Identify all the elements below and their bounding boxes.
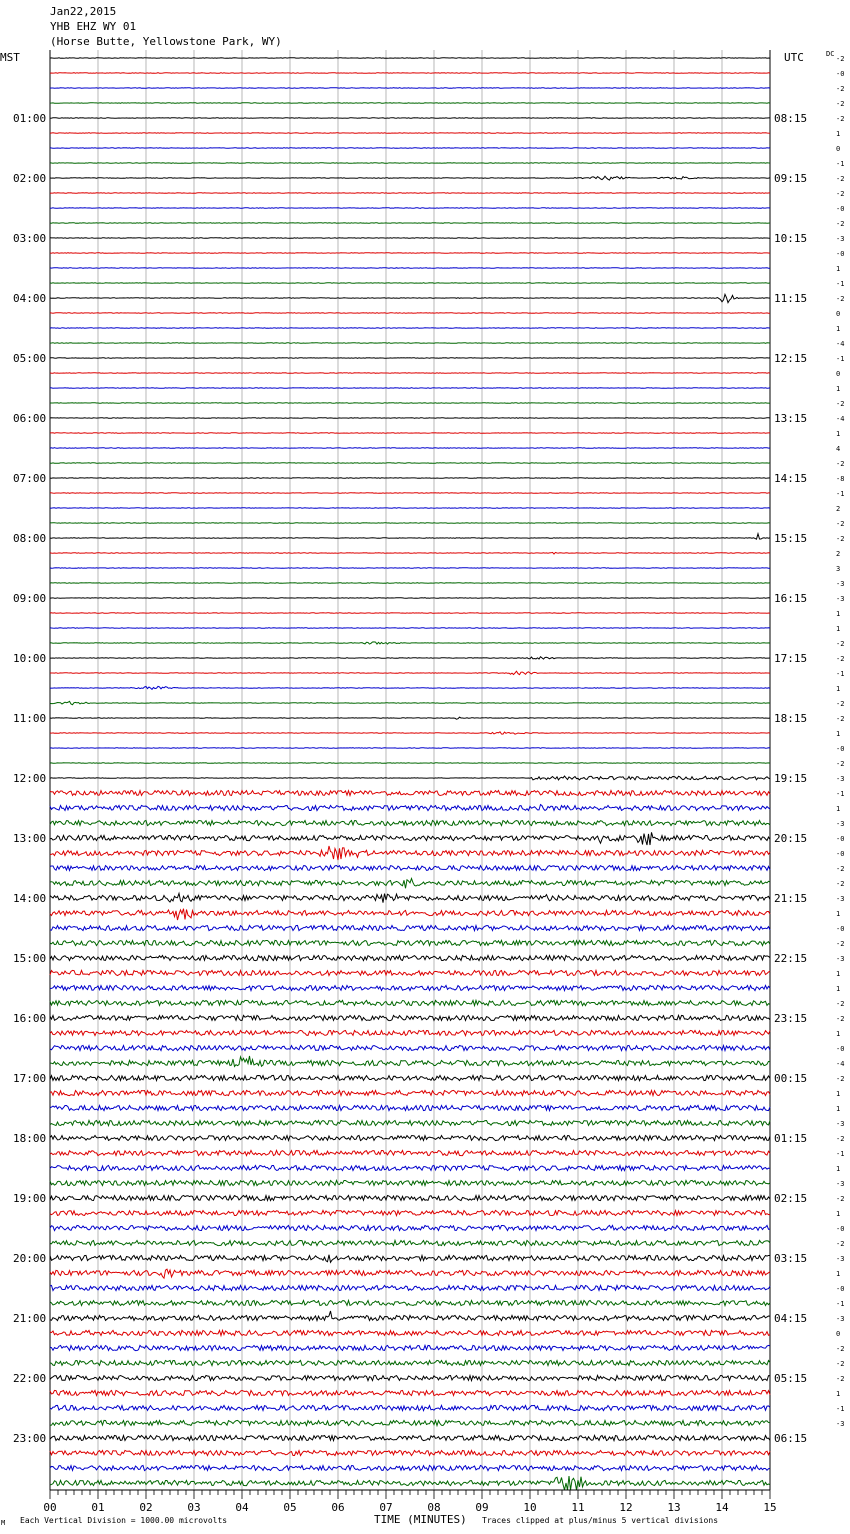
trace-15 [50,283,770,284]
trace-13 [50,253,770,254]
dc-offset-66: -0 [836,1045,845,1053]
mst-hour-label: 07:00 [13,472,47,485]
dc-offset-18: 1 [836,325,841,333]
dc-offset-55: -2 [836,880,845,888]
dc-offset-16: -2 [836,295,845,303]
trace-28 [50,478,770,479]
trace-81 [50,1269,770,1278]
utc-hour-label: 19:15 [774,772,808,785]
x-tick-label: 11 [571,1501,585,1514]
trace-21 [50,373,770,374]
trace-65 [50,1030,770,1035]
trace-84 [50,1311,770,1321]
dc-offset-4: -2 [836,115,845,123]
utc-hour-label: 10:15 [774,232,808,245]
trace-32 [50,534,770,539]
x-tick-label: 02 [139,1501,153,1514]
dc-offset-7: -1 [836,160,845,168]
trace-2 [50,88,770,89]
trace-58 [50,925,770,930]
x-tick-label: 06 [331,1501,345,1514]
trace-79 [50,1240,770,1245]
trace-77 [50,1210,770,1215]
dc-offset-49: -1 [836,790,845,798]
utc-hour-label: 01:15 [774,1132,808,1145]
dc-offset-61: 1 [836,970,841,978]
utc-hour-label: 13:15 [774,412,808,425]
dc-offset-14: 1 [836,265,841,273]
trace-11 [50,223,770,224]
dc-offset-39: -2 [836,640,845,648]
dc-offset-27: -2 [836,460,845,468]
dc-offset-20: -1 [836,355,845,363]
trace-6 [50,148,770,149]
trace-36 [50,598,770,599]
x-tick-label: 01 [91,1501,105,1514]
dc-label: DC [826,50,835,58]
trace-68 [50,1075,770,1080]
trace-74 [50,1165,770,1170]
utc-hour-label: 12:15 [774,352,808,365]
dc-offset-75: -3 [836,1180,845,1188]
dc-offset-69: 1 [836,1090,841,1098]
trace-42 [50,686,770,689]
dc-offset-12: -3 [836,235,845,243]
trace-24 [50,418,770,419]
dc-offset-33: 2 [836,550,841,558]
utc-hour-label: 04:15 [774,1312,808,1325]
dc-offset-40: -2 [836,655,845,663]
mst-hour-label: 21:00 [13,1312,47,1325]
trace-70 [50,1105,770,1110]
mst-hour-label: 22:00 [13,1372,47,1385]
trace-78 [50,1225,770,1230]
mst-hour-label: 16:00 [13,1012,47,1025]
dc-offset-67: -4 [836,1060,845,1068]
trace-53 [50,846,770,860]
x-tick-label: 08 [427,1501,441,1514]
station-location: (Horse Butte, Yellowstone Park, WY) [50,35,282,48]
trace-93 [50,1450,770,1455]
mst-hour-label: 05:00 [13,352,47,365]
dc-offset-26: 4 [836,445,841,453]
mst-hour-label: 20:00 [13,1252,47,1265]
trace-26 [50,448,770,449]
x-tick-label: 14 [715,1501,729,1514]
utc-hour-label: 02:15 [774,1192,808,1205]
trace-27 [50,463,770,464]
station-code: YHB EHZ WY 01 [50,20,137,33]
dc-offset-51: -3 [836,820,845,828]
dc-offset-41: -1 [836,670,845,678]
trace-66 [50,1045,770,1050]
trace-7 [50,163,770,164]
dc-offset-29: -1 [836,490,845,498]
mst-hour-label: 13:00 [13,832,47,845]
dc-offset-58: -0 [836,925,845,933]
dc-offset-83: -1 [836,1300,845,1308]
dc-offset-10: -0 [836,205,845,213]
utc-hour-label: 11:15 [774,292,808,305]
utc-hour-label: 14:15 [774,472,808,485]
dc-offset-60: -3 [836,955,845,963]
utc-hour-label: 08:15 [774,112,808,125]
dc-offset-21: 0 [836,370,841,378]
dc-offset-17: 0 [836,310,841,318]
trace-57 [50,909,770,920]
trace-12 [50,238,770,239]
dc-offset-36: -3 [836,595,845,603]
trace-59 [50,940,770,945]
x-tick-label: 07 [379,1501,393,1514]
dc-offset-70: 1 [836,1105,841,1113]
trace-86 [50,1345,770,1350]
mst-hour-label: 03:00 [13,232,47,245]
dc-offset-30: 2 [836,505,841,513]
dc-offset-91: -3 [836,1420,845,1428]
trace-75 [50,1180,770,1185]
dc-offset-15: -1 [836,280,845,288]
dc-offset-19: -4 [836,340,845,348]
mst-hour-label: 01:00 [13,112,47,125]
dc-offset-46: -0 [836,745,845,753]
trace-87 [50,1360,770,1365]
dc-offset-57: 1 [836,910,841,918]
dc-offset-62: 1 [836,985,841,993]
dc-offset-72: -2 [836,1135,845,1143]
trace-4 [50,118,770,119]
trace-52 [50,832,770,845]
trace-62 [50,985,770,990]
utc-hour-label: 17:15 [774,652,808,665]
dc-offset-48: -3 [836,775,845,783]
trace-40 [50,657,770,659]
trace-76 [50,1195,770,1200]
utc-hour-label: 16:15 [774,592,808,605]
trace-35 [50,583,770,584]
trace-20 [50,358,770,359]
trace-25 [50,433,770,434]
trace-10 [50,208,770,209]
dc-offset-87: -2 [836,1360,845,1368]
mst-hour-label: 23:00 [13,1432,47,1445]
dc-offset-34: 3 [836,565,841,573]
dc-offset-54: -2 [836,865,845,873]
trace-50 [50,805,770,811]
trace-18 [50,328,770,329]
dc-offset-47: -2 [836,760,845,768]
trace-34 [50,568,770,569]
trace-63 [50,1000,770,1005]
trace-3 [50,103,770,104]
trace-19 [50,343,770,344]
trace-49 [50,791,770,796]
trace-0 [50,58,770,59]
mst-hour-label: 19:00 [13,1192,47,1205]
dc-offset-82: -0 [836,1285,845,1293]
trace-23 [50,403,770,404]
dc-offset-50: 1 [836,805,841,813]
dc-offset-53: -0 [836,850,845,858]
trace-45 [50,732,770,734]
mst-hour-label: 02:00 [13,172,47,185]
dc-offset-25: 1 [836,430,841,438]
trace-8 [50,176,770,180]
trace-64 [50,1015,770,1020]
dc-offset-77: 1 [836,1210,841,1218]
x-tick-label: 12 [619,1501,633,1514]
trace-55 [50,879,770,889]
trace-82 [50,1285,770,1290]
trace-51 [50,820,770,825]
dc-offset-43: -2 [836,700,845,708]
mst-hour-label: 14:00 [13,892,47,905]
mst-hour-label: 17:00 [13,1072,47,1085]
dc-offset-9: -2 [836,190,845,198]
utc-hour-label: 21:15 [774,892,808,905]
dc-offset-85: 0 [836,1330,841,1338]
trace-14 [50,268,770,269]
dc-offset-32: -2 [836,535,845,543]
trace-31 [50,523,770,524]
x-tick-label: 10 [523,1501,537,1514]
dc-offset-44: -2 [836,715,845,723]
dc-offset-90: -1 [836,1405,845,1413]
mst-hour-label: 08:00 [13,532,47,545]
trace-30 [50,508,770,509]
dc-offset-8: -2 [836,175,845,183]
x-tick-label: 00 [43,1501,57,1514]
dc-offset-59: -2 [836,940,845,948]
trace-90 [50,1405,770,1410]
trace-95 [50,1476,770,1490]
trace-41 [50,671,770,674]
dc-offset-24: -4 [836,415,845,423]
dc-offset-45: 1 [836,730,841,738]
dc-offset-73: -1 [836,1150,845,1158]
x-tick-label: 03 [187,1501,201,1514]
trace-89 [50,1390,770,1395]
trace-56 [50,893,770,902]
dc-offset-71: -3 [836,1120,845,1128]
trace-17 [50,313,770,314]
x-tick-label: 15 [763,1501,777,1514]
dc-offset-64: -2 [836,1015,845,1023]
x-axis-title: TIME (MINUTES) [374,1513,467,1526]
trace-88 [50,1375,770,1380]
dc-offset-63: -2 [836,1000,845,1008]
dc-offset-78: -0 [836,1225,845,1233]
dc-offset-84: -3 [836,1315,845,1323]
dc-offset-86: -2 [836,1345,845,1353]
dc-offset-65: 1 [836,1030,841,1038]
utc-hour-label: 05:15 [774,1372,808,1385]
utc-hour-label: 06:15 [774,1432,808,1445]
trace-39 [50,642,770,644]
dc-offset-5: 1 [836,130,841,138]
dc-offset-81: 1 [836,1270,841,1278]
dc-offset-76: -2 [836,1195,845,1203]
mst-axis-label: MST [0,51,20,64]
trace-44 [50,717,770,719]
trace-33 [50,552,770,554]
trace-61 [50,970,770,975]
dc-offset-88: -2 [836,1375,845,1383]
dc-offset-37: 1 [836,610,841,618]
mst-hour-label: 15:00 [13,952,47,965]
plot-date: Jan22,2015 [50,5,117,18]
dc-offset-3: -2 [836,100,845,108]
mst-hour-label: 06:00 [13,412,47,425]
dc-offset-2: -2 [836,85,845,93]
trace-80 [50,1255,770,1263]
dc-offset-80: -3 [836,1255,845,1263]
x-tick-label: 13 [667,1501,681,1514]
dc-offset-35: -3 [836,580,845,588]
dc-offset-74: 1 [836,1165,841,1173]
trace-9 [50,193,770,194]
dc-offset-0: -2 [836,55,845,63]
trace-29 [50,493,770,494]
trace-1 [50,73,770,74]
dc-offset-23: -2 [836,400,845,408]
mst-hour-label: 11:00 [13,712,47,725]
mst-hour-label: 18:00 [13,1132,47,1145]
dc-offset-68: -2 [836,1075,845,1083]
mst-hour-label: 10:00 [13,652,47,665]
utc-hour-label: 20:15 [774,832,808,845]
mst-hour-label: 12:00 [13,772,47,785]
utc-axis-label: UTC [784,51,804,64]
dc-offset-56: -3 [836,895,845,903]
dc-offset-6: 0 [836,145,841,153]
trace-67 [50,1056,770,1067]
dc-offset-42: 1 [836,685,841,693]
x-tick-label: 09 [475,1501,489,1514]
utc-hour-label: 15:15 [774,532,808,545]
trace-72 [50,1135,770,1140]
trace-91 [50,1420,770,1425]
utc-hour-label: 03:15 [774,1252,808,1265]
trace-5 [50,133,770,134]
trace-69 [50,1090,770,1095]
trace-43 [50,701,770,704]
trace-83 [50,1300,770,1305]
dc-offset-28: -8 [836,475,845,483]
dc-offset-22: 1 [836,385,841,393]
trace-71 [50,1120,770,1125]
utc-hour-label: 23:15 [774,1012,808,1025]
labels [0,50,844,1527]
corner-mark: M [1,1519,6,1527]
utc-hour-label: 22:15 [774,952,808,965]
trace-37 [50,613,770,614]
trace-94 [50,1465,770,1470]
dc-offset-79: -2 [836,1240,845,1248]
trace-85 [50,1330,770,1335]
dc-offset-52: -0 [836,835,845,843]
vertical-scale-note: Each Vertical Division = 1000.00 microvolts [20,1516,228,1525]
x-tick-label: 05 [283,1501,297,1514]
trace-47 [50,763,770,764]
trace-46 [50,748,770,749]
trace-16 [50,294,770,302]
x-tick-label: 04 [235,1501,249,1514]
dc-offset-31: -2 [836,520,845,528]
trace-48 [50,776,770,780]
traces [50,58,770,1490]
trace-54 [50,866,770,871]
dc-offset-1: -0 [836,70,845,78]
trace-60 [50,955,770,960]
clipping-note: Traces clipped at plus/minus 5 vertical divisions [482,1516,719,1525]
utc-hour-label: 00:15 [774,1072,808,1085]
dc-offset-11: -2 [836,220,845,228]
trace-38 [50,628,770,629]
x-axis [43,1490,776,1514]
trace-92 [50,1435,770,1440]
trace-22 [50,388,770,389]
dc-offset-13: -0 [836,250,845,258]
mst-hour-label: 04:00 [13,292,47,305]
utc-hour-label: 18:15 [774,712,808,725]
utc-hour-label: 09:15 [774,172,808,185]
dc-offset-89: 1 [836,1390,841,1398]
dc-offset-38: 1 [836,625,841,633]
trace-73 [50,1150,770,1155]
mst-hour-label: 09:00 [13,592,47,605]
